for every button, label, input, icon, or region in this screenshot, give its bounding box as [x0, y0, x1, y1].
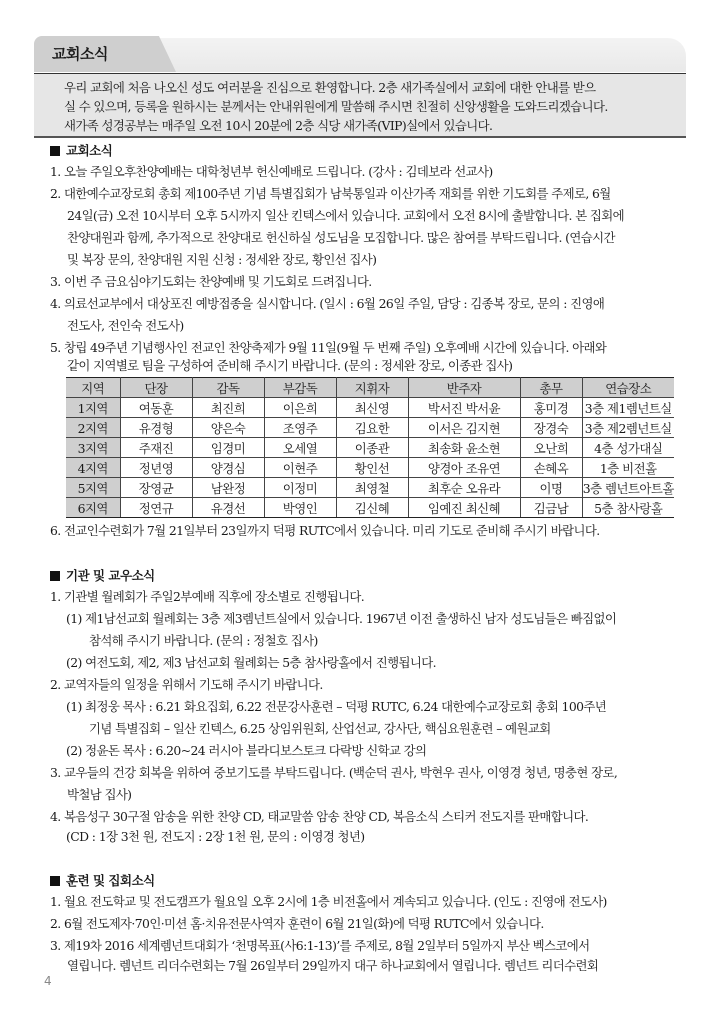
notice-line: 3. 제19차 2016 세계렘넌트대회가 ‘천명목표(사6:1-13)’를 주제로, 8월 2일부터 5일까지 부산 벡스코에서	[50, 938, 590, 953]
column-header: 지휘자	[336, 378, 408, 398]
table-cell: 주재진	[120, 438, 192, 458]
table-cell: 1층 비전홀	[582, 458, 674, 478]
notice-line: 참석해 주시기 바랍니다. (문의 : 정철호 집사)	[89, 633, 318, 648]
welcome-line: 새가족 성경공부는 매주일 오전 10시 20분에 2층 식당 새가족(VIP)실에서 있습니다.	[64, 118, 493, 133]
section-heading-training-news	[50, 871, 155, 889]
section-title: 교회소식	[66, 143, 113, 158]
notice-line: 24일(금) 오전 10시부터 오후 5시까지 일산 킨텍스에서 있습니다. 교회에서 오전 8시에 출발합니다. 본 집회에	[67, 208, 625, 223]
notice-line: 2. 6월 전도제자·70인·미션 홈·치유전문사역자 훈련이 6월 21일(화)에 덕평 RUTC에서 있습니다.	[50, 916, 544, 931]
table-cell: 양경아 조유연	[408, 458, 520, 478]
notice-line: (CD : 1장 3천 원, 전도지 : 2장 1천 원, 문의 : 이영경 청년)	[66, 829, 365, 844]
table-cell: 임예진 최신혜	[408, 498, 520, 518]
page-title: 교회소식	[52, 45, 108, 63]
square-bullet-icon	[50, 571, 60, 581]
notice-line: 열립니다. 렘넌트 리더수련회는 7월 26일부터 29일까지 대구 하나교회에서 열립니다. 렘넌트 리더수련회	[67, 958, 599, 973]
section-heading-church-news	[50, 141, 112, 159]
table-cell: 정년영	[120, 458, 192, 478]
notice-line: 찬양대원과 함께, 추가적으로 찬양대로 헌신하실 성도님을 모집합니다. 많은 참여를 부탁드립니다. (연습시간	[67, 230, 615, 245]
table-cell: 오세열	[264, 438, 336, 458]
table-row	[66, 498, 674, 518]
column-header: 감독	[192, 378, 264, 398]
notice-line: (1) 제1남선교회 월례회는 3층 제3렘넌트실에서 있습니다. 1967년 이전 출생하신 남자 성도님들은 빠짐없이	[66, 611, 617, 626]
table-cell: 3층 제1렘넌트실	[582, 398, 674, 418]
table-cell: 최영철	[336, 478, 408, 498]
table-cell: 2지역	[66, 418, 120, 438]
notice-line: 같이 지역별로 팀을 구성하여 준비해 주시기 바랍니다. (문의 : 정세완 장로, 이종관 집사)	[67, 358, 513, 373]
table-cell: 5지역	[66, 478, 120, 498]
table-cell: 오난희	[520, 438, 582, 458]
table-row	[66, 418, 674, 438]
table-header-row	[66, 378, 674, 398]
notice-line: 3. 이번 주 금요심야기도회는 찬양예배 및 기도회로 드려집니다.	[50, 274, 372, 289]
notice-line: 전도사, 전인숙 전도사)	[67, 318, 184, 333]
notice-line: 6. 전교인수련회가 7월 21일부터 23일까지 덕평 RUTC에서 있습니다. 미리 기도로 준비해 주시기 바랍니다.	[50, 523, 600, 538]
table-cell: 정연규	[120, 498, 192, 518]
notice-line: 기념 특별집회 – 일산 킨텍스, 6.25 상임위원회, 산업선교, 강사단, 핵심요원훈련 – 예원교회	[89, 721, 551, 736]
notice-line: (2) 정윤돈 목사 : 6.20~24 러시아 블라디보스토크 다락방 신학교 강의	[66, 743, 427, 758]
table-cell: 김금남	[520, 498, 582, 518]
welcome-line: 우리 교회에 처음 나오신 성도 여러분을 진심으로 환영합니다. 2층 새가족실에서 교회에 대한 안내를 받으	[64, 80, 596, 95]
table-cell: 유경선	[192, 498, 264, 518]
section-heading-member-news	[50, 566, 155, 584]
notice-line: 및 복장 문의, 찬양대원 지원 신청 : 정세완 장로, 황인선 집사)	[67, 252, 377, 267]
column-header: 연습장소	[582, 378, 674, 398]
table-row	[66, 398, 674, 418]
table-cell: 김요한	[336, 418, 408, 438]
table-cell: 양은숙	[192, 418, 264, 438]
table-cell: 3층 렘넌트아트홀	[582, 478, 674, 498]
notice-line: 1. 월요 전도학교 및 전도캠프가 월요일 오후 2시에 1층 비전홀에서 계속되고 있습니다. (인도 : 진영애 전도사)	[50, 894, 607, 909]
table-cell: 양경심	[192, 458, 264, 478]
table-cell: 김신혜	[336, 498, 408, 518]
notice-line: (2) 여전도회, 제2, 제3 남선교회 월례회는 5층 참사랑홀에서 진행됩니다.	[66, 655, 436, 670]
table-cell: 남완정	[192, 478, 264, 498]
square-bullet-icon	[50, 876, 60, 886]
column-header: 총무	[520, 378, 582, 398]
notice-line: 4. 의료선교부에서 대상포진 예방접종을 실시합니다. (일시 : 6월 26일 주일, 담당 : 김종복 장로, 문의 : 진영애	[50, 296, 605, 311]
notice-line: 5. 창립 49주년 기념행사인 전교인 찬양축제가 9월 11일(9월 두 번째 주일) 오후예배 시간에 있습니다. 아래와	[50, 340, 607, 355]
table-cell: 5층 참사랑홀	[582, 498, 674, 518]
notice-line: 4. 복음성구 30구절 암송을 위한 찬양 CD, 태교말씀 암송 찬양 CD, 복음소식 스티커 전도지를 판매합니다.	[50, 809, 589, 824]
table-cell: 최송화 윤소현	[408, 438, 520, 458]
column-header: 반주자	[408, 378, 520, 398]
table-cell: 이현주	[264, 458, 336, 478]
table-cell: 임경미	[192, 438, 264, 458]
welcome-box	[34, 73, 686, 138]
table-cell: 4지역	[66, 458, 120, 478]
table-cell: 이명	[520, 478, 582, 498]
notice-line: (1) 최정웅 목사 : 6.21 화요집회, 6.22 전문강사훈련 – 덕평 RUTC, 6.24 대한예수교장로회 총회 100주년	[66, 699, 607, 714]
notice-line: 1. 오늘 주일오후찬양예배는 대학청년부 헌신예배로 드립니다. (강사 : 김데보라 선교사)	[50, 164, 493, 179]
table-cell: 이종관	[336, 438, 408, 458]
table-cell: 이정미	[264, 478, 336, 498]
welcome-line: 실 수 있으며, 등록을 원하시는 분께서는 안내위원에게 말씀해 주시면 친절히 신앙생활을 도와드리겠습니다.	[64, 99, 608, 114]
table-cell: 최신영	[336, 398, 408, 418]
column-header: 부감독	[264, 378, 336, 398]
table-cell: 장경숙	[520, 418, 582, 438]
table-cell: 최진희	[192, 398, 264, 418]
table-cell: 손혜옥	[520, 458, 582, 478]
table-cell: 6지역	[66, 498, 120, 518]
table-row	[66, 458, 674, 478]
table-cell: 4층 성가대실	[582, 438, 674, 458]
table-cell: 1지역	[66, 398, 120, 418]
table-cell: 조영주	[264, 418, 336, 438]
notice-line: 박철남 집사)	[67, 787, 132, 802]
column-header: 지역	[66, 378, 120, 398]
section-title: 기관 및 교우소식	[66, 568, 155, 583]
table-cell: 이은희	[264, 398, 336, 418]
table-cell: 최후순 오유라	[408, 478, 520, 498]
section-title: 훈련 및 집회소식	[66, 873, 155, 888]
table-cell: 장영균	[120, 478, 192, 498]
table-cell: 3층 제2렘넌트실	[582, 418, 674, 438]
choir-team-table	[66, 377, 674, 518]
page-number: 4	[44, 974, 52, 988]
notice-line: 2. 교역자들의 일정을 위해서 기도해 주시기 바랍니다.	[50, 677, 323, 692]
table-cell: 홍미경	[520, 398, 582, 418]
table-cell: 박서진 박서윤	[408, 398, 520, 418]
notice-line: 3. 교우들의 건강 회복을 위하여 중보기도를 부탁드립니다. (백순덕 권사, 박현우 권사, 이영경 청년, 명충현 장로,	[50, 765, 618, 780]
table-cell: 여동훈	[120, 398, 192, 418]
table-row	[66, 478, 674, 498]
column-header: 단장	[120, 378, 192, 398]
table-cell: 황인선	[336, 458, 408, 478]
table-cell: 박영인	[264, 498, 336, 518]
table-cell: 이서은 김지현	[408, 418, 520, 438]
square-bullet-icon	[50, 146, 60, 156]
notice-line: 1. 기관별 월례회가 주일2부예배 직후에 장소별로 진행됩니다.	[50, 589, 365, 604]
notice-line: 2. 대한예수교장로회 총회 제100주년 기념 특별집회가 남북통일과 이산가족 재회를 위한 기도회를 주제로, 6월	[50, 186, 611, 201]
table-row	[66, 438, 674, 458]
table-cell: 3지역	[66, 438, 120, 458]
table-cell: 유경형	[120, 418, 192, 438]
